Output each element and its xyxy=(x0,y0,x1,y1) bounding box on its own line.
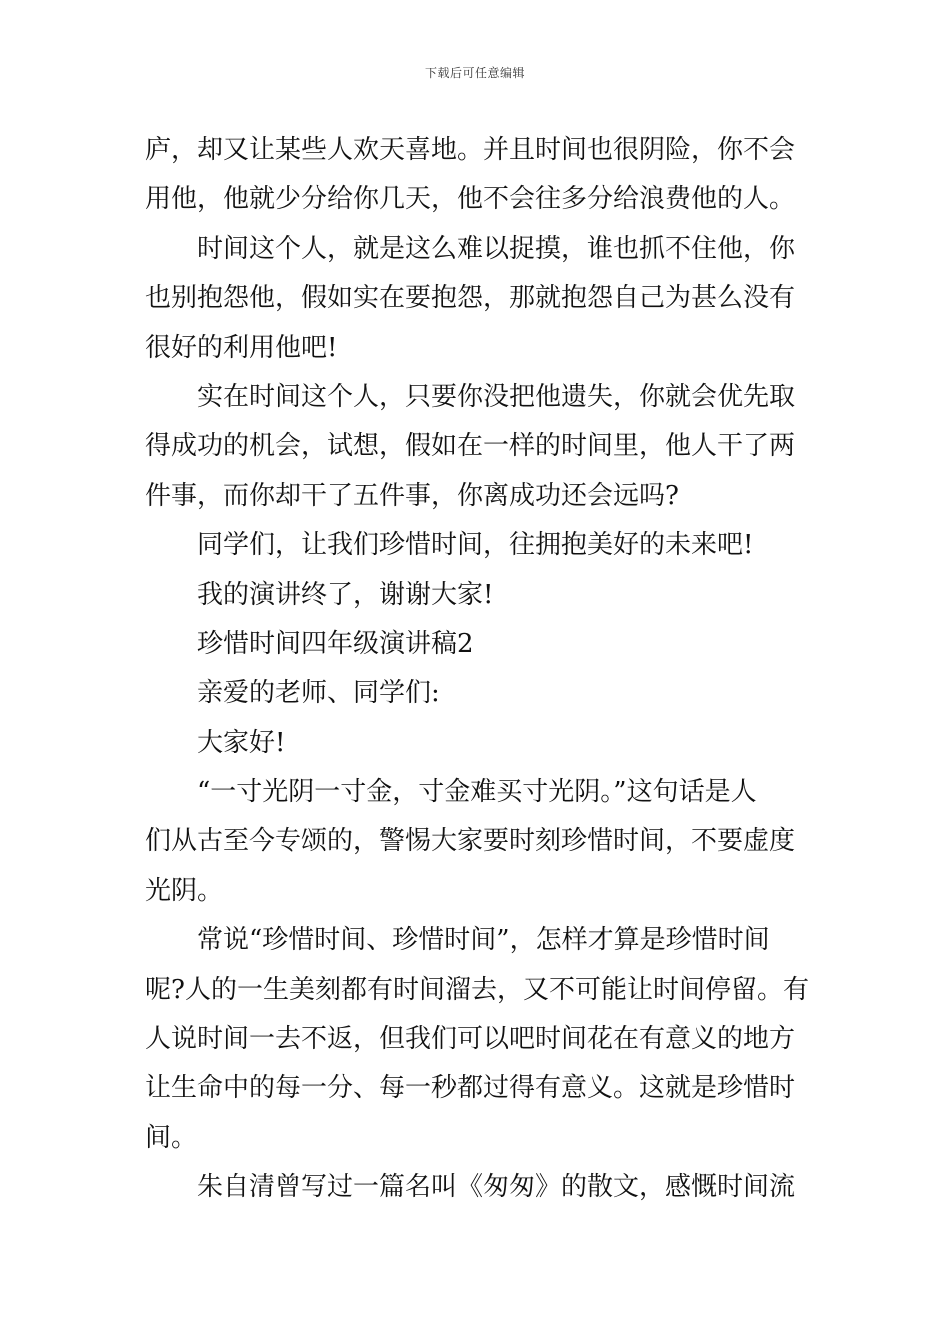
text-line: 光阴。 xyxy=(145,875,224,906)
text-line: 人说时间一去不返，但我们可以吧时间花在有意义的地方 xyxy=(145,1024,796,1055)
text-line: 让生命中的每一分、每一秒都过得有意义。这就是珍惜时 xyxy=(145,1073,796,1104)
text-line: 庐，却又让某些人欢天喜地。并且时间也很阴险，你不会 xyxy=(145,135,796,165)
text-line: 也别抱怨他，假如实在要抱怨，那就抱怨自己为甚么没有 xyxy=(145,283,796,314)
text-line: 们从古至今专颂的，警惕大家要时刻珍惜时间，不要虚度 xyxy=(145,826,796,857)
text-line: 得成功的机会，试想，假如在一样的时间里，他人干了两 xyxy=(145,431,796,462)
text-line: 同学们，让我们珍惜时间，往拥抱美好的未来吧! xyxy=(197,530,754,561)
text-line: 实在时间这个人，只要你没把他遗失，你就会优先取 xyxy=(197,381,796,412)
greeting: 大家好! xyxy=(197,727,286,758)
page-header: 下载后可任意编辑 xyxy=(424,66,525,80)
text-line: 时间这个人，就是这么难以捉摸，谁也抓不住他，你 xyxy=(197,233,796,264)
text-line: 间。 xyxy=(145,1122,198,1153)
text-line: 用他，他就少分给你几天，他不会往多分给浪费他的人。 xyxy=(145,184,796,215)
section-title: 珍惜时间四年级演讲稿2 xyxy=(197,628,474,659)
text-line: 件事，而你却干了五件事，你离成功还会远吗? xyxy=(145,480,679,511)
salutation: 亲爱的老师、同学们: xyxy=(197,678,440,709)
text-line: “一寸光阴一寸金，寸金难买寸光阴。”这句话是人 xyxy=(197,777,757,808)
text-line: 常说“珍惜时间、珍惜时间”，怎样才算是珍惜时间 xyxy=(197,925,770,956)
text-line: 很好的利用他吧! xyxy=(145,332,338,363)
text-line: 我的演讲终了，谢谢大家! xyxy=(197,579,494,610)
text-line: 朱自清曾写过一篇名叫《匆匆》的散文，感慨时间流 xyxy=(197,1172,796,1203)
text-line: 呢?人的一生美刻都有时间溜去，又不可能让时间停留。有 xyxy=(145,974,809,1005)
document-body xyxy=(145,126,810,1213)
